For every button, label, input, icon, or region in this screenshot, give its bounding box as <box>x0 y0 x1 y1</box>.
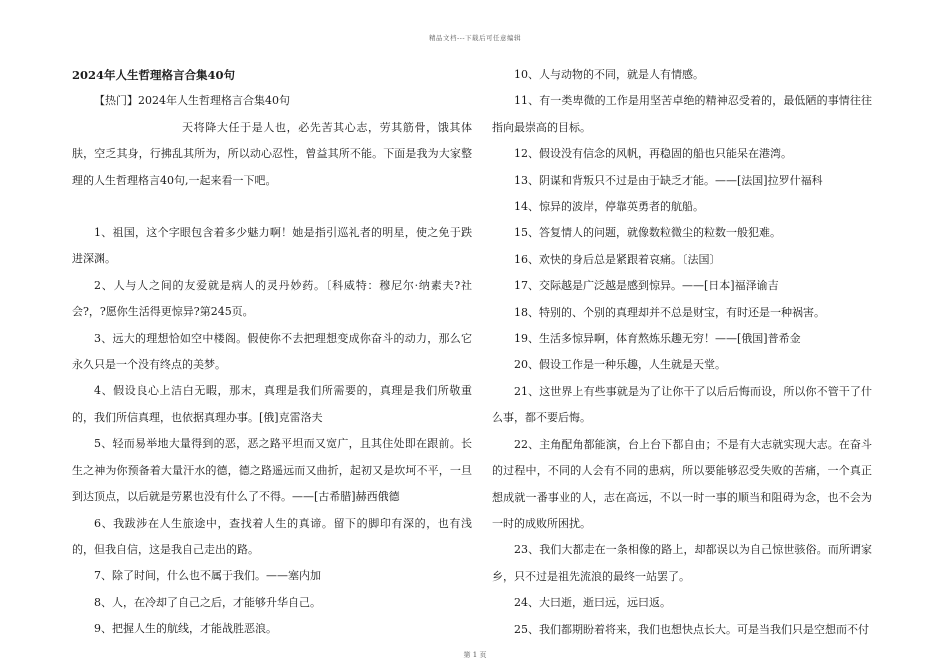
quote-item: 8、人，在冷却了自己之后，才能够升华自己。 <box>94 595 321 609</box>
quote-item: 17、交际越是广泛越是感到惊异。——[日本]福泽谕吉 <box>514 279 779 293</box>
quote-item: 20、假设工作是一种乐趣，人生就是天堂。 <box>514 358 726 372</box>
quote-item: 14、惊异的波岸，停靠英勇者的航船。 <box>514 200 704 214</box>
page-number: 第 1 页 <box>463 651 487 659</box>
quote-item: 22、主角配角都能演，台上台下都自由；不是有大志就实现大志。在奋斗的过程中，不同的人会有不同的患病，所以要能够忍受失败的苦痛，一个真正想成就一番事业的人，志在高远，不以一时一事的顺当和阻碍为念，也不会为一时的成败所困扰。 <box>492 437 872 530</box>
quote-item: 11、有一类卑微的工作是用坚苦卓绝的精神忍受着的，最低陋的事情往往指向最崇高的目标。 <box>492 94 872 134</box>
quote-item: 18、特别的、个别的真理却并不总是财宝，有时还是一种祸害。 <box>514 305 825 319</box>
quote-item: 12、假设没有信念的风帆，再稳固的船也只能呆在港湾。 <box>514 147 792 161</box>
quote-item: 1、祖国，这个字眼包含着多少魅力啊！她是指引巡礼者的明星，使之免于跌进深渊。 <box>72 226 472 266</box>
quote-item: 23、我们大都走在一条相像的路上，却都误以为自己惊世骇俗。而所谓家乡，只不过是祖先流浪的最终一站罢了。 <box>492 543 872 583</box>
document-subtitle: 【热门】2024年人生哲理格言合集40句 <box>94 94 290 108</box>
page-header: 精品文档---下载后可任意编辑 <box>428 34 522 42</box>
document-title: 2024年人生哲理格言合集40句 <box>72 68 236 82</box>
intro-paragraph: 天将降大任于是人也，必先苦其心志，劳其筋骨，饿其体肤，空乏其身，行拂乱其所为，所以动心忍性，曾益其所不能。下面是我为大家整理的人生哲理格言40句,一起来看一下吧。 <box>72 120 472 187</box>
quote-item: 3、远大的理想恰如空中楼阁。假使你不去把理想变成你奋斗的动力，那么它永久只是一个没有终点的美梦。 <box>72 331 472 372</box>
quote-item: 13、阴谋和背叛只不过是由于缺乏才能。——[法国]拉罗什福科 <box>514 173 823 187</box>
quote-item: 10、人与动物的不同，就是人有情感。 <box>514 68 704 81</box>
quote-item: 19、生活多惊异啊，体育熬炼乐趣无穷！——[俄国]普希金 <box>514 332 801 346</box>
quote-item: 2、人与人之间的友爱就是病人的灵丹妙药。〔科威特：穆尼尔·纳素夫?社会?，?愿你生活得更惊异?第245页。 <box>72 278 472 319</box>
quote-item: 7、除了时间，什么也不属于我们。——塞内加 <box>94 569 321 583</box>
quote-item: 9、把握人生的航线，才能战胜恶浪。 <box>94 622 277 636</box>
quote-item: 4、假设良心上洁白无暇，那末，真理是我们所需要的，真理是我们所敬重的，我们所信真理，也依据真理办事。[俄]克雷洛夫 <box>72 384 472 424</box>
quote-item: 5、轻而易举地大量得到的恶，恶之路平坦而又宽广，且其住处即在跟前。长生之神为你预备着大量汗水的德，德之路遥远而又曲折，起初又是坎坷不平，一旦到达顶点，以后就是劳累也没有什么了不得。——[古希腊]赫西俄德 <box>72 437 472 504</box>
right-column <box>492 62 872 643</box>
quote-item: 25、我们都期盼着将来，我们也想快点长大。可是当我们只是空想而不付 <box>514 622 869 636</box>
quote-item: 16、欢快的身后总是紧跟着哀痛。〔法国〕 <box>514 252 721 266</box>
spacer <box>72 194 472 220</box>
left-column <box>72 62 472 643</box>
quote-item: 6、我跋涉在人生旅途中，查找着人生的真谛。留下的脚印有深的，也有浅的，但我自信，这是我自己走出的路。 <box>72 516 472 556</box>
quote-item: 15、答复情人的问题，就像数粒微尘的粒数一般犯难。 <box>514 226 781 240</box>
quote-item: 21、这世界上有些事就是为了让你干了以后后悔而设，所以你不管干了什么事，都不要后悔。 <box>492 384 872 425</box>
quote-item: 24、大曰逝，逝曰远，远曰返。 <box>514 596 671 610</box>
